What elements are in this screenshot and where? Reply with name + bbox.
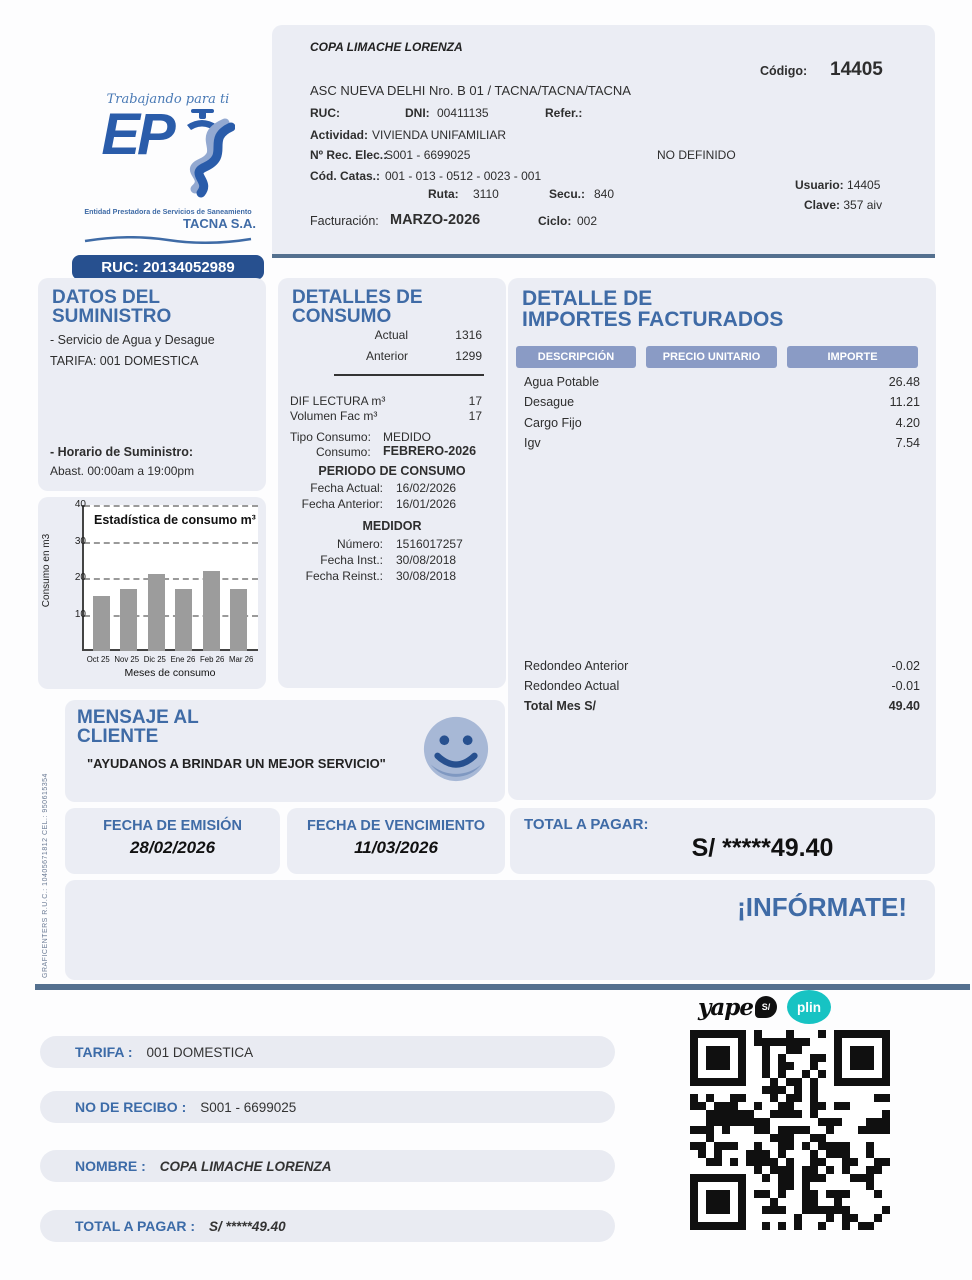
reading-divider <box>334 374 484 376</box>
facturacion-label: Facturación: <box>310 214 379 228</box>
vol-value: 17 <box>468 409 482 423</box>
fecha-vencimiento-value: 11/03/2026 <box>354 838 438 857</box>
redondeo-actual-row: Redondeo Actual -0.01 <box>524 679 920 693</box>
redondeo-anterior-row: Redondeo Anterior -0.02 <box>524 659 920 673</box>
dif-value: 17 <box>468 394 482 408</box>
medidor-numero-value: 1516017257 <box>396 537 463 551</box>
ciclo-label: Ciclo: <box>538 214 572 228</box>
chart-title: Estadística de consumo m³ <box>94 513 256 527</box>
fecha-anterior-label: Fecha Anterior: <box>301 497 383 511</box>
river-faucet-icon <box>173 109 235 206</box>
fecha-vencimiento-box <box>287 808 505 874</box>
actual-label: Actual <box>374 328 408 342</box>
fecha-inst-value: 30/08/2018 <box>396 553 457 567</box>
informate-text: ¡INFÓRMATE! <box>737 892 907 922</box>
detalles-consumo-title: DETALLES DE CONSUMO <box>292 287 423 327</box>
informate-panel <box>65 880 935 980</box>
logo-company-name: TACNA S.A. <box>183 216 256 231</box>
anterior-label: Anterior <box>365 349 408 363</box>
fecha-emision-label: FECHA DE EMISIÓN <box>103 818 242 834</box>
fecha-anterior-value: 16/01/2026 <box>396 497 457 511</box>
yape-bubble-icon: S/ <box>755 996 777 1018</box>
stub-row-total: TOTAL A PAGAR : S/ *****49.40 <box>40 1210 615 1242</box>
tipo-consumo-label: Tipo Consumo: <box>290 430 371 444</box>
actividad-label: Actividad: <box>310 128 369 142</box>
chart-xtick-label: Mar 26 <box>229 655 254 664</box>
chart-bar <box>203 571 220 651</box>
payment-logos <box>698 990 831 1024</box>
horario-value: Abast. 00:00am a 19:00pm <box>50 464 195 478</box>
fecha-emision-box <box>65 808 280 874</box>
total-pagar-label: TOTAL A PAGAR: <box>524 816 649 833</box>
stub-row-tarifa: TARIFA : 001 DOMESTICA <box>40 1036 615 1068</box>
customer-name: COPA LIMACHE LORENZA <box>310 40 463 54</box>
mensaje-quote: "AYUDANOS A BRINDAR UN MEJOR SERVICIO" <box>87 756 386 771</box>
logo-wave-icon <box>83 236 253 244</box>
chart-xlabel: Meses de consumo <box>124 667 216 679</box>
no-definido-text: NO DEFINIDO <box>657 148 736 162</box>
horario-label: - Horario de Suministro: <box>50 445 194 459</box>
vol-label: Volumen Fac m³ <box>290 409 378 423</box>
anterior-value: 1299 <box>455 349 482 363</box>
ruc-label: RUC: <box>310 106 340 120</box>
fecha-vencimiento-label: FECHA DE VENCIMIENTO <box>306 818 486 834</box>
medidor-title: MEDIDOR <box>362 519 422 533</box>
facturacion-value: MARZO-2026 <box>390 212 481 228</box>
printer-credit-text: GRAFICENTERS R.U.C.: 10405671812 CEL.: 950615354 <box>42 773 49 978</box>
fecha-inst-label: Fecha Inst.: <box>320 553 383 567</box>
importe-row: Agua Potable 26.48 <box>524 375 920 389</box>
chart-xtick-label: Ene 26 <box>170 655 196 664</box>
chart-xtick-label: Nov 25 <box>114 655 140 664</box>
ciclo-value: 002 <box>577 214 598 228</box>
usuario-value: 14405 <box>847 178 881 192</box>
consumo-mes-value: FEBRERO-2026 <box>383 444 477 458</box>
servicio-line: - Servicio de Agua y Desague <box>50 333 215 347</box>
datos-suministro-panel <box>38 278 266 491</box>
tipo-consumo-value: MEDIDO <box>383 430 431 444</box>
datos-suministro-title: DATOS DEL SUMINISTRO <box>52 287 172 327</box>
plin-logo: plin <box>787 990 831 1024</box>
chart-bar <box>175 589 192 651</box>
clave-row <box>804 198 882 212</box>
importe-row: Igv 7.54 <box>524 436 920 450</box>
company-ruc-badge: RUC: 20134052989 <box>72 255 264 280</box>
chart-ytick-label: 40 <box>74 499 86 510</box>
column-descripcion: DESCRIPCIÓN <box>516 346 636 368</box>
catas-value: 001 - 013 - 0512 - 0023 - 001 <box>385 169 542 183</box>
periodo-consumo-title: PERIODO DE CONSUMO <box>318 464 466 478</box>
stub-row-nombre: NOMBRE : COPA LIMACHE LORENZA <box>40 1150 615 1182</box>
chart-ytick-label: 30 <box>74 535 86 547</box>
dni-label: DNI: <box>405 106 430 120</box>
secu-label: Secu.: <box>549 187 586 201</box>
fecha-reinst-label: Fecha Reinst.: <box>305 569 383 583</box>
eps-logo-letters: EP <box>101 102 173 167</box>
chart-bar <box>230 589 247 651</box>
fecha-actual-value: 16/02/2026 <box>396 481 457 495</box>
chart-bar <box>120 589 137 651</box>
customer-address: ASC NUEVA DELHI Nro. B 01 / TACNA/TACNA/TACNA <box>310 83 631 98</box>
yape-logo: yape S/ <box>698 994 777 1021</box>
ruta-value: 3110 <box>473 187 499 201</box>
catas-label: Cód. Catas.: <box>310 169 381 183</box>
chart-bar <box>148 574 165 651</box>
fecha-reinst-value: 30/08/2018 <box>396 569 457 583</box>
clave-label: Clave: <box>804 198 841 212</box>
logo-subtitle: Entidad Prestadora de Servicios de Saneamiento <box>84 207 252 216</box>
dif-label: DIF LECTURA m³ <box>290 394 386 408</box>
dni-value: 00411135 <box>437 106 489 120</box>
rec-elec-label: Nº Rec. Elec.: <box>310 148 388 162</box>
ruta-label: Ruta: <box>428 187 459 201</box>
chart-xtick-label: Dic 25 <box>143 655 166 664</box>
rec-elec-value: S001 - 6699025 <box>385 148 471 162</box>
eps-logo <box>72 102 264 206</box>
chart-ylabel: Consumo en m3 <box>41 533 53 608</box>
actividad-value: VIVIENDA UNIFAMILIAR <box>372 128 507 142</box>
chart-xticks <box>82 655 258 664</box>
company-logo-block <box>72 92 264 280</box>
usuario-label: Usuario: <box>795 178 844 192</box>
mensaje-title: MENSAJE AL CLIENTE <box>77 707 199 747</box>
medidor-numero-label: Número: <box>336 537 383 551</box>
refer-label: Refer.: <box>545 106 583 120</box>
qr-code <box>690 1030 890 1230</box>
chart-ytick-label: 10 <box>74 608 86 620</box>
chart-xtick-label: Feb 26 <box>200 655 225 664</box>
total-mes-row: Total Mes S/ 49.40 <box>524 699 920 713</box>
importe-row: Desague 11.21 <box>524 395 920 409</box>
importe-row: Cargo Fijo 4.20 <box>524 416 920 430</box>
mensaje-cliente-panel <box>65 700 505 802</box>
smiley-face-icon <box>421 714 491 789</box>
tarifa-line: TARIFA: 001 DOMESTICA <box>50 354 199 368</box>
consumption-chart-panel <box>38 497 266 689</box>
actual-value: 1316 <box>455 328 482 342</box>
chart-bar <box>93 596 110 651</box>
chart-xtick-label: Oct 25 <box>86 655 110 664</box>
secu-value: 840 <box>594 187 615 201</box>
importes-title: DETALLE DE IMPORTES FACTURADOS <box>522 287 784 331</box>
total-pagar-amount: S/ *****49.40 <box>691 834 834 862</box>
importes-table-header <box>516 346 928 368</box>
total-pagar-box <box>510 808 935 874</box>
detalles-consumo-panel <box>278 278 506 688</box>
account-header-panel <box>272 25 935 258</box>
fecha-emision-value: 28/02/2026 <box>129 838 216 857</box>
codigo-label: Código: <box>760 64 808 78</box>
column-precio-unitario: PRECIO UNITARIO <box>646 346 777 368</box>
fecha-actual-label: Fecha Actual: <box>310 481 383 495</box>
codigo-value: 14405 <box>830 59 883 80</box>
stub-row-recibo: NO DE RECIBO : S001 - 6699025 <box>40 1091 615 1123</box>
chart-ytick-label: 20 <box>74 572 86 583</box>
importes-facturados-panel <box>508 278 936 800</box>
clave-value: 357 aiv <box>843 198 883 212</box>
consumo-mes-label: Consumo: <box>316 445 371 459</box>
usuario-row <box>795 178 880 192</box>
column-importe: IMPORTE <box>787 346 918 368</box>
logo-tagline: Trabajando para ti <box>106 92 230 107</box>
